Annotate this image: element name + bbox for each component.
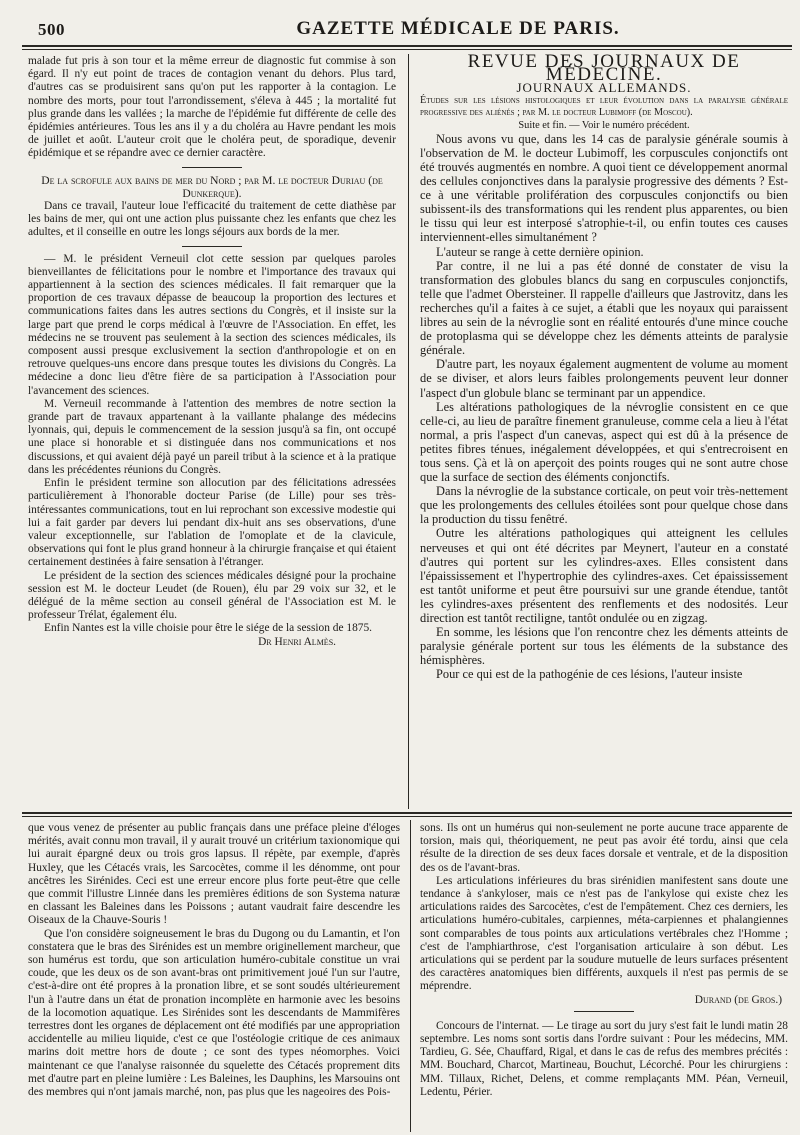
paragraph: Enfin Nantes est la ville choisie pour être le siége de la session de 1875. <box>44 622 373 635</box>
section-rule <box>22 812 792 814</box>
running-head: GAZETTE MÉDICALE DE PARIS. <box>296 18 620 39</box>
header-rule <box>22 45 792 47</box>
article-title: Études sur les lésions histologiques et leur évolution dans la paralysie générale progressive des aliénés ; par M. le docteur Lubimoff (de Moscou). <box>420 94 788 118</box>
page-header <box>38 18 790 44</box>
paragraph: Nous avons vu que, dans les 14 cas de paralysie générale soumis à l'observation de M. le docteur Lubimoff, les corpuscules conjonctifs ont été trouvés augmentés en nombre. A quoi tient ce développement anormal des cellules conjonctives dans la paralysie progressive des déments ? Est-ce à une véritable prolifération des corpuscules conjonctifs ou bien subissent-ils des transformations qui les rendent plus apparentes, ou bien le tissu qui leur est interposé s'atrophie-t-il, ou enfin toutes ces causes interviennent-elles simultanément ? <box>420 131 788 245</box>
paragraph: Que l'on considère soigneusement le bras du Dugong ou du Lamantin, et l'on constatera que le bras des Sirénides est un membre originellement marcheur, que son humérus est tordu, que son articulation huméro-cubitale constitue un vrai coude, que les deux os de son avant-bras ont primitivement joué l'un sur l'autre, c'est-à-dire ont été propres à la pronation libre, et se sont soudés ultérieurement l'un à l'autre dans un état de pronation incomplète en harmonie avec les besoins de la locomotion aquatique. Les Sirénides sont les descendants de Mammifères terrestres dont les organes de déplacement ont été modifiés par une appropriation accidentelle au milieu liquide, c'est ce que l'ostéologie critique de ces animaux marins doit mettre hors de doute ; ce sont des types néomorphes. Voici maintenant ce que l'analyse raisonnée du squelette des Cétacés proprement dits met d'autre part en pleine lumière : Les Baleines, les Dauphins, les Marsouins ont des membres qui n'ont jamais marché, non, pas plus que les nageoires des Pois- <box>28 927 400 1099</box>
section-divider <box>574 1011 634 1012</box>
paragraph: Les altérations pathologiques de la névroglie consistent en ce que celle-ci, au lieu de paraître finement granuleuse, comme cela a lieu à l'état normal, a pris l'aspect d'un canevas, aspect qui est dû à la présence de petites fibres ténues, inégalement développées, et qui s'entrecroisent en tous sens. Çà et là on aperçoit des points rouges qui ne sont autre chose que la surface de section des éléments conjonctifs. <box>420 399 788 485</box>
bottom-right-column <box>420 822 788 1099</box>
bottom-left-column <box>28 822 400 1099</box>
section-title: De la scrofule aux bains de mer du Nord ; par M. le docteur Duriau (de Dunkerque). <box>41 173 383 200</box>
right-column <box>420 51 788 682</box>
section-heading: REVUE DES JOURNAUX DE MÉDECINE. <box>467 51 741 86</box>
author-signature: Durand (de Gros.) <box>694 993 782 1006</box>
section-divider <box>182 246 242 247</box>
paragraph: Dans la névroglie de la substance corticale, on peut voir très-nettement que les prolongements des cellules étoilées sont pour quelque chose dans la production du tissu fenêtré. <box>420 484 788 527</box>
paragraph: Outre les altérations pathologiques qui atteignent les cellules nerveuses et qui ont été décrites par Meynert, l'auteur en a constaté d'autres qui portent sur les cylindres-axes. Elles consistent dans l'épaississement et l'hypertrophie des cylindres-axes. Cet épaississement est tantôt uniforme et peut être poursuivi sur une grande étendue, tantôt les cylindres-axes présentent des renflements et des nodosités. Leur direction est tantôt rectiligne, tantôt ondulée ou en zigzag. <box>420 526 788 625</box>
paragraph: Pour ce qui est de la pathogénie de ces lésions, l'auteur insiste <box>436 667 743 682</box>
news-item: Concours de l'internat. — Le tirage au sort du jury s'est fait le lundi matin 28 septembre. Les noms sont sortis dans l'ordre suivant : Pour les médecins, MM. Tardieu, G. Sée, Chauffard, Rigal, et dans le cas de refus des membres précités : MM. Bouchard, Charcot, Martineau, Bouchut, Lécorché. Pour les chirurgiens : MM. Tillaux, Richet, Delens, et comme remplaçants MM. Péan, Verneuil, Ledentu, Périer. <box>420 1019 788 1098</box>
paragraph: que vous venez de présenter au public français dans une préface pleine d'éloges mérités, avait connu mon travail, il y aurait trouvé un critérium taxionomique qui lui aurait épargné deux ou trois gros lapsus. Il répète, par exemple, d'après Huxley, que les Cétacés vrais, les Sarcocètes, comme il les dénomme, ont pour ancêtres les Sirénides. Ceci est une erreur encore plus forte peut-être que celle que commit l'illustre Linnée dans les premières éditions de son Systema naturæ en classant les Baleines dans les Poissons ; autant vaudrait faire descendre les Oiseaux de la Chauve-Souris ! <box>28 822 400 927</box>
page-number: 500 <box>38 20 65 39</box>
author-signature: Dr Henri Almès. <box>258 635 336 648</box>
header-rule-thin <box>22 49 792 50</box>
paragraph: L'auteur se range à cette dernière opinion. <box>436 244 644 259</box>
paragraph: Enfin le président termine son allocution par des félicitations adressées particulièrement à l'honorable docteur Parise (de Lille) pour ses très-intéressantes communications, tout en lui reprochant son excessive modestie qui lui a fait garder par devers lui pendant dix-huit ans ses observations, d'une valeur exceptionnelle, sur l'ablation de l'omoplate et de la clavicule, observations qui font le plus grand honneur à la chirurgie française et qui étaient certainement destinées à faire sensation à l'étranger. <box>28 477 396 569</box>
paragraph: malade fut pris à son tour et la même erreur de diagnostic fut commise à son égard. Il n'y eut point de traces de contagion venant du dehors. Plus tard, d'autres cas se produisirent sans qu'on put les rapporter à la contagion. Le nombre des morts, pour tout l'arrondissement, s'éleva à 445 ; la mortalité fut plus grande dans les vallées ; la marche de l'épidémie fut différente de celle des épidémies antérieures. Tous les ans il y a du choléra au Havre pendant les mois de juillet et août. L'auteur croit que le choléra peut, de sporadique, devenir épidémique et se répandre avec ce dernier caractère. <box>28 55 396 160</box>
left-column <box>28 55 396 649</box>
continuation-note: Suite et fin. — Voir le numéro précédent. <box>518 119 690 131</box>
subsection-heading: JOURNAUX ALLEMANDS. <box>516 80 692 96</box>
section-rule-thin <box>22 816 792 817</box>
paragraph: M. Verneuil recommande à l'attention des membres de notre section la grande part de travaux appartenant à la vaillante phalange des médecins lyonnais, qui, depuis le commencement de la session jusqu'à sa fin, ont occupé une place si honorable et si distinguée dans nos communications et nos discussions, et qui avaient déjà payé un pareil tribut à la science et à la pratique dans les précédentes réunions du Congrès. <box>28 397 396 476</box>
column-divider-bottom <box>410 820 411 1132</box>
paragraph: — M. le président Verneuil clot cette session par quelques paroles bienveillantes de félicitations pour le nombre et l'importance des travaux qui appartiennent à la section des sciences médicales. Il fait remarquer que la proportion de ces travaux dépasse de beaucoup la proportion des lectures et communications faites dans les autres sections du Congrès, et il insiste sur la large part que prend le corps médical à l'œuvre de l'Association. En effet, les médecins ne se trouvent pas seulement à la section des sciences médicales, ils composent aussi presque exclusivement la section d'anthropologie et on en retrouve quelques-uns encore dans presque toutes les divisions du Congrès. La médecine a donc lieu d'être fière de sa participation à l'Association pour l'avancement des sciences. <box>28 252 396 397</box>
column-divider <box>408 54 409 809</box>
paragraph: Par contre, il ne lui a pas été donné de constater de visu la transformation des globules blancs du sang en corpuscules conjonctifs, telle que l'admet Obersteiner. Il rappelle d'ailleurs que Jastrovitz, dans les recherches qu'il a faites à ce sujet, a établi que les noyaux qui paraissent libres au sein de la névroglie sont en réalité entourés d'une mince couche de protoplasma qui se développe chez les déments atteints de paralysie générale. <box>420 258 788 358</box>
paragraph: Les articulations inférieures du bras sirénidien manifestent sans doute une tendance à s'ankyloser, mais ce n'est pas de l'ankylose qui existe chez les articulations raides des Sarcocètes, c'est de l'empâtement. Chez ces derniers, les articulations huméro-cubitales, carpiennes, méta-carpiennes et phalangiennes sont comparables de tous points aux articulations vertébrales chez l'Homme ; c'est de l'amphiarthrose, c'est l'organisation articulaire à son début. Les articulations qui se perdent par la soudure mutuelle de leurs surfaces présentent des caractères anatomiques bien différents, auxquels il n'est pas permis de se méprendre. <box>420 874 788 993</box>
paragraph: sons. Ils ont un humérus qui non-seulement ne porte aucune trace apparente de torsion, mais qui, théoriquement, ne peut pas avoir été tordu, ainsi que cela résulte de la direction de ses deux faces dorsale et ventrale, et de la disposition des os de l'avant-bras. <box>420 822 788 874</box>
paragraph: Le président de la section des sciences médicales désigné pour la prochaine session est M. le docteur Leudet (de Rouen), élu par 29 voix sur 32, et le délégué de la même section au conseil général de l'Association est M. le professeur Trélat, également élu. <box>28 569 396 622</box>
paragraph: En somme, les lésions que l'on rencontre chez les déments atteints de paralysie générale portent sur tous les éléments de la substance des hémisphères. <box>420 625 788 668</box>
paragraph: D'autre part, les noyaux également augmentent de volume au moment de se diviser, et alors leurs faibles prolongements peuvent leur donner l'aspect d'un globule blanc se terminant par un appendice. <box>420 357 788 400</box>
paragraph: Dans ce travail, l'auteur loue l'efficacité du traitement de cette diathèse par les bains de mer, qui ont une action plus puissante chez les enfants que chez les adultes, et il conseille en outre les longs séjours aux bords de la mer. <box>28 200 396 239</box>
section-divider <box>182 167 242 168</box>
